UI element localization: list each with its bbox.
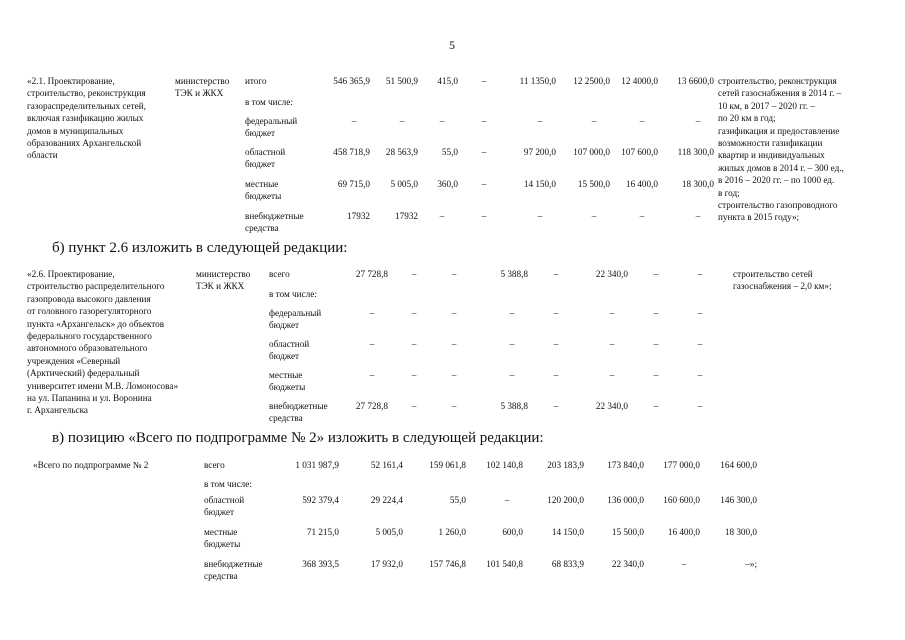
cell-value: 55,0 (449, 495, 466, 505)
cell-value: – (509, 339, 515, 349)
cell-value: 51 500,9 (385, 76, 418, 86)
row-label: средства (245, 223, 279, 234)
cell-value: 22 340,0 (595, 269, 628, 279)
executor: министерство (196, 269, 251, 279)
result-text: пункта в 2015 году»; (718, 212, 800, 223)
cell-value: – (653, 269, 659, 279)
cell-value: 16 400,0 (625, 179, 658, 189)
cell-value: 69 715,0 (337, 179, 370, 189)
item-description: газопровода высокого давления (27, 293, 151, 304)
cell-value: – (509, 308, 515, 318)
cell-value: 415,0 (437, 76, 458, 86)
cell-value: – (504, 495, 510, 505)
item-description: строительство, реконструкция (27, 88, 146, 99)
cell-value: – (553, 401, 559, 411)
cell-value: – (553, 370, 559, 380)
cell-value: – (481, 179, 487, 189)
cell-value: – (639, 116, 645, 126)
item-description: (Арктический) федеральный (27, 368, 140, 379)
cell-value: – (369, 339, 375, 349)
cell-value: – (411, 401, 417, 411)
cell-value: – (481, 116, 487, 126)
row-label: местные (245, 179, 279, 189)
row-label: внебюджетные (204, 559, 263, 569)
cell-value: 17932 (395, 211, 418, 221)
cell-value: 5 388,8 (500, 269, 528, 279)
result-text: строительство газопроводного (718, 200, 838, 210)
cell-value: 173 840,0 (607, 460, 644, 470)
row-label: в том числе: (204, 479, 252, 489)
cell-value: 546 365,9 (333, 76, 370, 86)
row-label: бюджет (204, 507, 235, 518)
cell-value: 18 300,0 (681, 179, 714, 189)
cell-value: – (609, 308, 615, 318)
executor: ТЭК и ЖКХ (175, 88, 224, 99)
cell-value: – (451, 401, 457, 411)
row-label: местные (204, 527, 238, 537)
cell-value: 203 183,9 (547, 460, 584, 470)
row-label: бюджет (269, 320, 300, 331)
cell-value: 27 728,8 (355, 401, 388, 411)
item-description: строительство распределительного (27, 281, 165, 292)
cell-value: 13 6600,0 (677, 76, 714, 86)
item-description: газораспределительных сетей, (27, 100, 146, 111)
result-text: жилых домов в 2014 г. – 300 ед., (718, 162, 844, 173)
cell-value: 600,0 (502, 527, 523, 537)
item-description: домов в муниципальных (27, 125, 124, 136)
row-label: бюджет (245, 128, 276, 139)
result-text: в год; (718, 187, 740, 198)
cell-value: 15 500,0 (611, 527, 644, 537)
cell-value: 368 393,5 (302, 559, 339, 569)
cell-value: – (695, 116, 701, 126)
cell-value: 22 340,0 (595, 401, 628, 411)
item-description: «Всего по подпрограмме № 2 (33, 460, 149, 470)
cell-value: – (697, 269, 703, 279)
cell-value: 97 200,0 (523, 147, 556, 157)
cell-value: – (697, 308, 703, 318)
item-description: «2.1. Проектирование, (27, 76, 115, 86)
cell-value: – (553, 269, 559, 279)
cell-value: 14 150,0 (551, 527, 584, 537)
executor: министерство (175, 76, 230, 86)
cell-value: – (653, 339, 659, 349)
cell-value: 107 000,0 (573, 147, 610, 157)
cell-value: – (351, 116, 357, 126)
cell-value: – (697, 339, 703, 349)
cell-value: – (451, 339, 457, 349)
item-description: включая газификацию жилых (27, 113, 144, 124)
cell-value: 102 140,8 (486, 460, 523, 470)
cell-value: 15 500,0 (577, 179, 610, 189)
cell-value: 27 728,8 (355, 269, 388, 279)
cell-value: 120 200,0 (547, 495, 584, 505)
cell-value: 11 1350,0 (519, 76, 556, 86)
cell-value: – (653, 370, 659, 380)
item-description: университет имени М.В. Ломоносова» (27, 380, 179, 391)
cell-value: – (451, 308, 457, 318)
heading-v: в) позицию «Всего по подпрограмме № 2» изложить в следующей редакции: (52, 430, 544, 446)
item-description: от головного газорегуляторного (27, 306, 152, 317)
cell-value: 160 600,0 (663, 495, 700, 505)
cell-value: 118 300,0 (677, 147, 714, 157)
row-label: средства (204, 571, 238, 582)
row-label: внебюджетные (269, 401, 328, 411)
cell-value: 157 746,8 (429, 559, 466, 569)
row-label: областной (204, 495, 245, 505)
cell-value: 5 005,0 (375, 527, 403, 537)
cell-value: – (399, 116, 405, 126)
item-description: пункта «Архангельск» до объектов (27, 318, 165, 329)
cell-value: 18 300,0 (724, 527, 757, 537)
cell-value: – (411, 269, 417, 279)
cell-value: – (411, 308, 417, 318)
cell-value: – (369, 370, 375, 380)
cell-value: 55,0 (441, 147, 458, 157)
cell-value: – (439, 211, 445, 221)
row-label: в том числе: (245, 97, 293, 107)
cell-value: – (509, 370, 515, 380)
cell-value: – (537, 116, 543, 126)
item-description: «2.6. Проектирование, (27, 269, 115, 279)
result-text: газоснабжения – 2,0 км»; (733, 281, 832, 292)
heading-b: б) пункт 2.6 изложить в следующей редакции: (52, 240, 348, 256)
row-label: в том числе: (269, 289, 317, 299)
cell-value: 1 260,0 (438, 527, 466, 537)
item-description: автономного образовательного (27, 343, 148, 354)
cell-value: 29 224,4 (370, 495, 403, 505)
row-label: всего (204, 460, 225, 470)
item-description: образованиях Архангельской (27, 138, 142, 148)
cell-value: – (639, 211, 645, 221)
cell-value: – (553, 339, 559, 349)
cell-value: 68 833,9 (551, 559, 584, 569)
cell-value: 177 000,0 (663, 460, 700, 470)
cell-value: 164 600,0 (720, 460, 757, 470)
cell-value: – (697, 370, 703, 380)
row-label: областной (269, 339, 310, 349)
item-description: г. Архангельска (27, 405, 88, 416)
cell-value: 17932 (347, 211, 370, 221)
result-text: возможности газификации (718, 138, 823, 148)
cell-value: – (653, 308, 659, 318)
row-label: внебюджетные (245, 211, 304, 221)
cell-value: –»; (745, 559, 757, 569)
row-label: бюджет (269, 351, 300, 362)
cell-value: 22 340,0 (611, 559, 644, 569)
row-label: местные (269, 370, 303, 380)
row-label: областной (245, 147, 286, 157)
cell-value: – (451, 370, 457, 380)
row-label: бюджет (245, 159, 276, 170)
cell-value: – (369, 308, 375, 318)
cell-value: 136 000,0 (607, 495, 644, 505)
row-label: всего (269, 269, 290, 279)
item-description: учреждения «Северный (27, 355, 121, 366)
cell-value: – (411, 339, 417, 349)
cell-value: 159 061,8 (429, 460, 466, 470)
result-text: строительство, реконструкция (718, 76, 837, 86)
cell-value: 52 161,4 (370, 460, 403, 470)
row-label: средства (269, 413, 303, 424)
row-label: бюджеты (245, 191, 282, 202)
cell-value: – (681, 559, 687, 569)
item-description: на ул. Папанина и ул. Воронина (27, 393, 152, 403)
cell-value: – (609, 370, 615, 380)
cell-value: – (553, 308, 559, 318)
result-text: в 2016 – 2020 гг. – по 1000 ед. (718, 175, 835, 186)
cell-value: – (451, 269, 457, 279)
cell-value: – (411, 370, 417, 380)
item-description: области (27, 150, 58, 161)
cell-value: 14 150,0 (523, 179, 556, 189)
cell-value: – (481, 147, 487, 157)
cell-value: 107 600,0 (621, 147, 658, 157)
result-text: строительство сетей (733, 269, 813, 279)
result-text: 10 км, в 2017 – 2020 гг. – (718, 100, 815, 111)
cell-value: – (481, 76, 487, 86)
result-text: сетей газоснабжения в 2014 г. – (718, 88, 842, 99)
cell-value: 458 718,9 (333, 147, 370, 157)
executor: ТЭК и ЖКХ (196, 281, 245, 292)
cell-value: 16 400,0 (667, 527, 700, 537)
row-label: итого (245, 76, 267, 86)
cell-value: 71 215,0 (306, 527, 339, 537)
row-label: федеральный (245, 116, 298, 126)
page-number: 5 (449, 38, 455, 52)
item-description: федерального государственного (27, 331, 152, 341)
cell-value: 5 005,0 (390, 179, 418, 189)
result-text: по 20 км в год; (718, 113, 776, 124)
cell-value: 592 379,4 (302, 495, 339, 505)
cell-value: – (609, 339, 615, 349)
row-label: бюджеты (204, 539, 241, 550)
result-text: квартир и индивидуальных (718, 150, 825, 161)
cell-value: 28 563,9 (385, 147, 418, 157)
cell-value: 5 388,8 (500, 401, 528, 411)
row-label: федеральный (269, 308, 322, 318)
cell-value: 12 2500,0 (573, 76, 610, 86)
cell-value: 1 031 987,9 (295, 460, 339, 470)
row-label: бюджеты (269, 382, 306, 393)
cell-value: – (697, 401, 703, 411)
cell-value: 146 300,0 (720, 495, 757, 505)
cell-value: – (537, 211, 543, 221)
cell-value: 17 932,0 (370, 559, 403, 569)
cell-value: 101 540,8 (486, 559, 523, 569)
cell-value: – (591, 211, 597, 221)
cell-value: – (481, 211, 487, 221)
cell-value: – (591, 116, 597, 126)
cell-value: 12 4000,0 (621, 76, 658, 86)
cell-value: – (439, 116, 445, 126)
cell-value: – (653, 401, 659, 411)
cell-value: 360,0 (437, 179, 458, 189)
cell-value: – (695, 211, 701, 221)
result-text: газификация и предоставление (718, 125, 840, 136)
